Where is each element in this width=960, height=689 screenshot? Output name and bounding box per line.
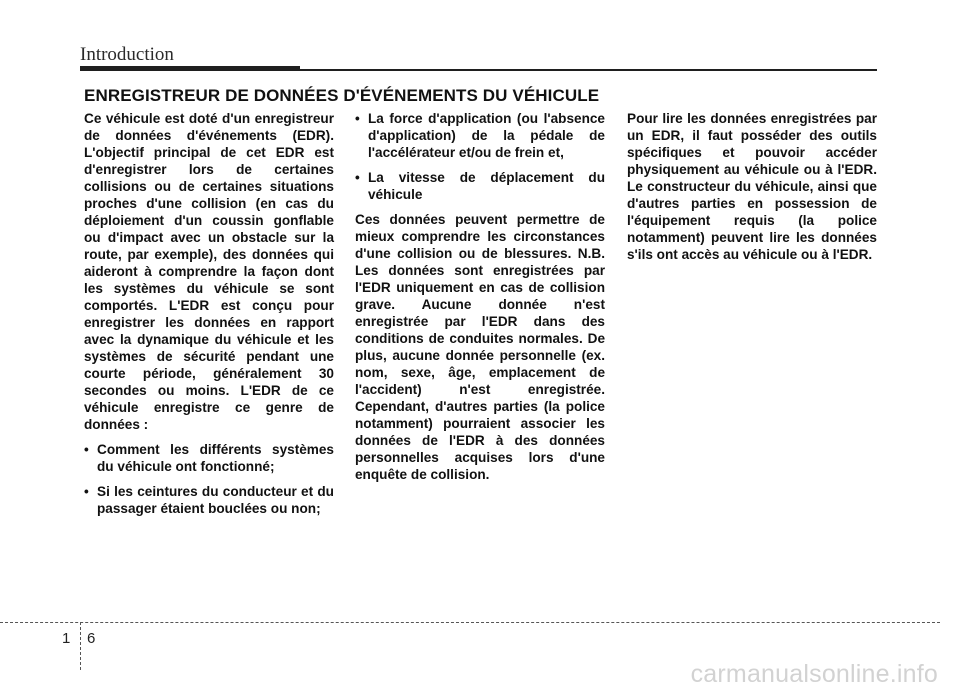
list-item — [84, 441, 334, 475]
bullet-dot: • — [84, 442, 89, 457]
bullet-dot: • — [84, 484, 89, 499]
column-2 — [355, 110, 605, 491]
column-1 — [84, 110, 334, 525]
list-item — [84, 483, 334, 517]
list-item-text: Comment les différents systèmes du véhicule ont fonctionné; — [97, 442, 334, 474]
page-number: 6 — [87, 630, 96, 647]
list-item-text: La force d'application (ou l'absence d'application) de la pédale de l'accélérateur et/ou de frein et, — [368, 111, 605, 160]
column-3 — [627, 110, 877, 271]
intro-paragraph: Ce véhicule est doté d'un enregistreur de données d'événements (EDR). L'objectif principal de cet EDR est d'enregistrer lors de certaines collisions ou de certaines situations proches d'une collision (en cas du déploiement d'un coussin gonflable ou d'impact avec un obstacle sur la route, par exemple), des données qui aideront à comprendre la façon dont les systèmes du véhicule se sont comportés. L'EDR est conçu pour enregistrer les données en rapport avec la dynamique du véhicule et les systèmes de sécurité pendant une courte période, généralement 30 secondes ou moins. L'EDR de ce véhicule enregistre ce genre de données : — [84, 111, 334, 432]
list-item-text: La vitesse de déplacement du véhicule — [368, 170, 605, 202]
bullet-dot: • — [355, 170, 360, 185]
list-item-text: Si les ceintures du conducteur et du passager étaient bouclées ou non; — [97, 484, 334, 516]
watermark: carmanualsonline.info — [690, 660, 938, 688]
bullet-list-2 — [355, 110, 605, 203]
footer-dashed-rule — [0, 622, 940, 623]
footer-vertical-dash — [80, 622, 81, 670]
list-item — [355, 110, 605, 161]
list-item — [355, 169, 605, 203]
section-title: ENREGISTREUR DE DONNÉES D'ÉVÉNEMENTS DU VÉHICULE — [84, 86, 600, 105]
data-usage-paragraph: Ces données peuvent permettre de mieux comprendre les circonstances d'une collision ou de blessures. N.B. Les données sont enregistrées par l'EDR uniquement en cas de collision grave. Aucune donnée n'est enregistrée par l'EDR dans des conditions de conduites normales. De plus, aucune donnée personnelle (ex. nom, sexe, âge, emplacement de l'accident) n'est enregistrée. Cependant, d'autres parties (la police notamment) pourraient associer les données de l'EDR à des données personnelles acquises lors d'une enquête de collision. — [355, 212, 605, 482]
header-rule-thin — [300, 69, 877, 71]
header-rule-thick — [80, 66, 300, 71]
bullet-list-1 — [84, 441, 334, 517]
data-access-paragraph: Pour lire les données enregistrées par un EDR, il faut posséder des outils spécifiques et pouvoir accéder physiquement au véhicule ou à l'EDR. Le constructeur du véhicule, ainsi que d'autres parties en possession de l'équipement requis (la police notamment) peuvent lire les données s'ils ont accès au véhicule ou à l'EDR. — [627, 111, 877, 262]
header-title: Introduction — [80, 44, 174, 65]
bullet-dot: • — [355, 111, 360, 126]
page-chapter-number: 1 — [62, 630, 71, 647]
